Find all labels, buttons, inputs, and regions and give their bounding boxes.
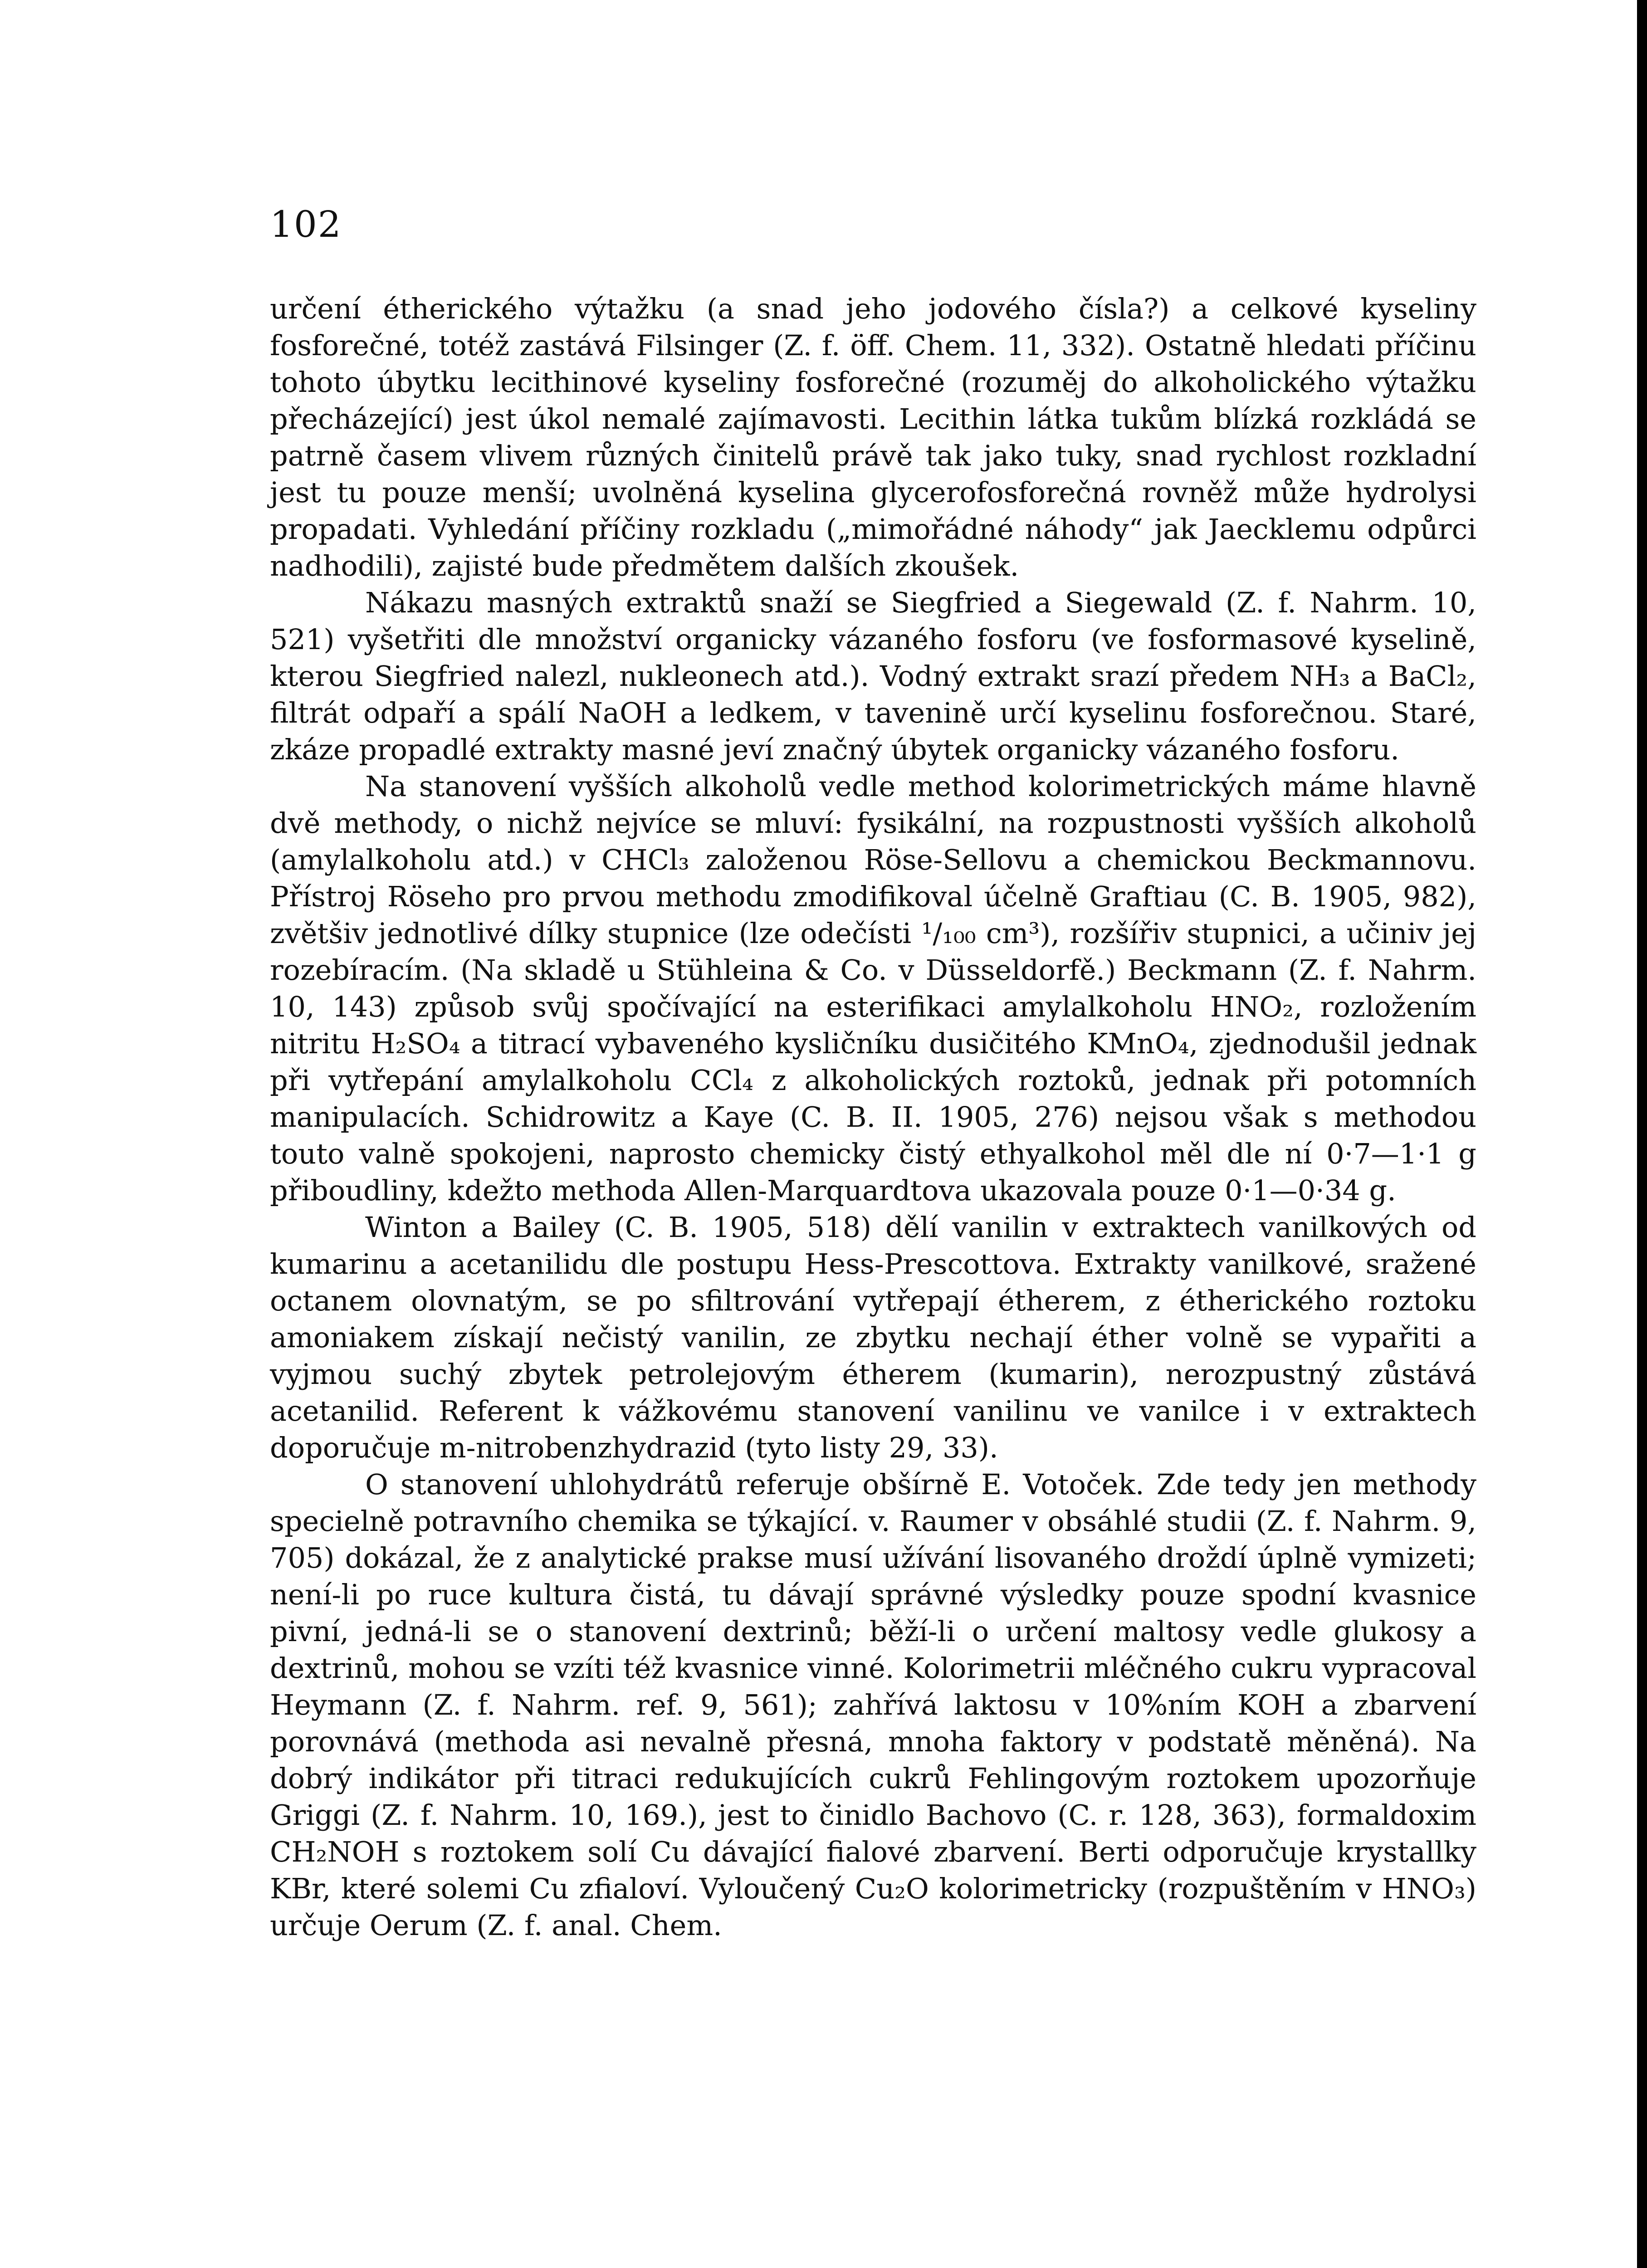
- paragraph-4: Winton a Bailey (C. B. 1905, 518) dělí vanilin v extraktech vanilkových od kumarinu a acetanilidu dle postupu Hess-Prescottova. Extrakty vanilkové, sražené octanem olovnatým, se po sfiltrování vytřepají étherem, z étherického roztoku amoniakem získají nečistý vanilin, ze zbytku nechají éther volně se vypařiti a vyjmou suchý zbytek petrolejovým étherem (kumarin), nerozpustný zůstává acetanilid. Referent k vážkovému stanovení vanilinu ve vanilce i v extraktech doporučuje m-nitrobenzhydrazid (tyto listy 29, 33).: [270, 1211, 1476, 1464]
- paragraph-2: Nákazu masných extraktů snaží se Siegfried a Siegewald (Z. f. Nahrm. 10, 521) vyšetřiti dle množství organicky vázaného fosforu (ve fosformasové kyselině, kterou Siegfried nalezl, nukleonech atd.). Vodný extrakt srazí předem NH₃ a BaCl₂, filtrát odpaří a spálí NaOH a ledkem, v tavenině určí kyselinu fosforečnou. Staré, zkáze propadlé extrakty masné jeví značný úbytek organicky vázaného fosforu.: [270, 586, 1476, 766]
- paragraph-1: určení étherického výtažku (a snad jeho jodového čísla?) a celkové kyseliny fosforečné, totéž zastává Filsinger (Z. f. öff. Chem. 11, 332). Ostatně hledati příčinu tohoto úbytku lecithinové kyseliny fosforečné (rozuměj do alkoholického výtažku přecházející) jest úkol nemalé zajímavosti. Lecithin látka tukům blízká rozkládá se patrně časem vlivem různých činitelů právě tak jako tuky, snad rychlost rozkladní jest tu pouze menší; uvolněná kyselina glycerofosforečná rovněž může hydrolysi propadati. Vyhledání příčiny rozkladu („mimořádné náhody“ jak Jaecklemu odpůrci nadhodili), zajisté bude předmětem dalších zkoušek.: [270, 292, 1476, 582]
- page-edge-border: [1637, 0, 1647, 2268]
- paragraph-3: Na stanovení vyšších alkoholů vedle method kolorimetrických máme hlavně dvě methody, o nichž nejvíce se mluví: fysikální, na rozpustnosti vyšších alkoholů (amylalkoholu atd.) v CHCl₃ založenou Röse-Sellovu a chemickou Beckmannovu. Přístroj Röseho pro prvou methodu zmodifikoval účelně Graftiau (C. B. 1905, 982), zvětšiv jednotlivé dílky stupnice (lze odečísti ¹/₁₀₀ cm³), rozšířiv stupnici, a učiniv jej rozebíracím. (Na skladě u Stühleina & Co. v Düsseldorfě.) Beckmann (Z. f. Nahrm. 10, 143) způsob svůj spočívající na esterifikaci amylalkoholu HNO₂, rozložením nitritu H₂SO₄ a titrací vybaveného kysličníku dusičitého KMnO₄, zjednodušil jednak při vytřepání amylalkoholu CCl₄ z alkoholických roztoků, jednak při potomních manipulacích. Schidrowitz a Kaye (C. B. II. 1905, 276) nejsou však s methodou touto valně spokojeni, naprosto chemicky čistý ethyalkohol měl dle ní 0·7—1·1 g přiboudliny, kdežto methoda Allen-Marquardtova ukazovala pouze 0·1—0·34 g.: [270, 770, 1476, 1207]
- page-number: 102: [270, 203, 342, 245]
- body-text: [270, 290, 1476, 1944]
- paragraph-5: O stanovení uhlohydrátů referuje obšírně E. Votoček. Zde tedy jen methody specielně potravního chemika se týkající. v. Raumer v obsáhlé studii (Z. f. Nahrm. 9, 705) dokázal, že z analytické prakse musí užívání lisovaného droždí úplně vymizeti; není-li po ruce kultura čistá, tu dávají správné výsledky pouze spodní kvasnice pivní, jedná-li se o stanovení dextrinů; běží-li o určení maltosy vedle glukosy a dextrinů, mohou se vzíti též kvasnice vinné. Kolorimetrii mléčného cukru vypracoval Heymann (Z. f. Nahrm. ref. 9, 561); zahřívá laktosu v 10%ním KOH a zbarvení porovnává (methoda asi nevalně přesná, mnoha faktory v podstatě měněná). Na dobrý indikátor při titraci redukujících cukrů Fehlingovým roztokem upozorňuje Griggi (Z. f. Nahrm. 10, 169.), jest to činidlo Bachovo (C. r. 128, 363), formaldoxim CH₂NOH s roztokem solí Cu dávající fialové zbarvení. Berti odporučuje krystallky KBr, které solemi Cu zfialoví. Vyloučený Cu₂O kolorimetricky (rozpuštěním v HNO₃) určuje Oerum (Z. f. anal. Chem.: [270, 1468, 1476, 1942]
